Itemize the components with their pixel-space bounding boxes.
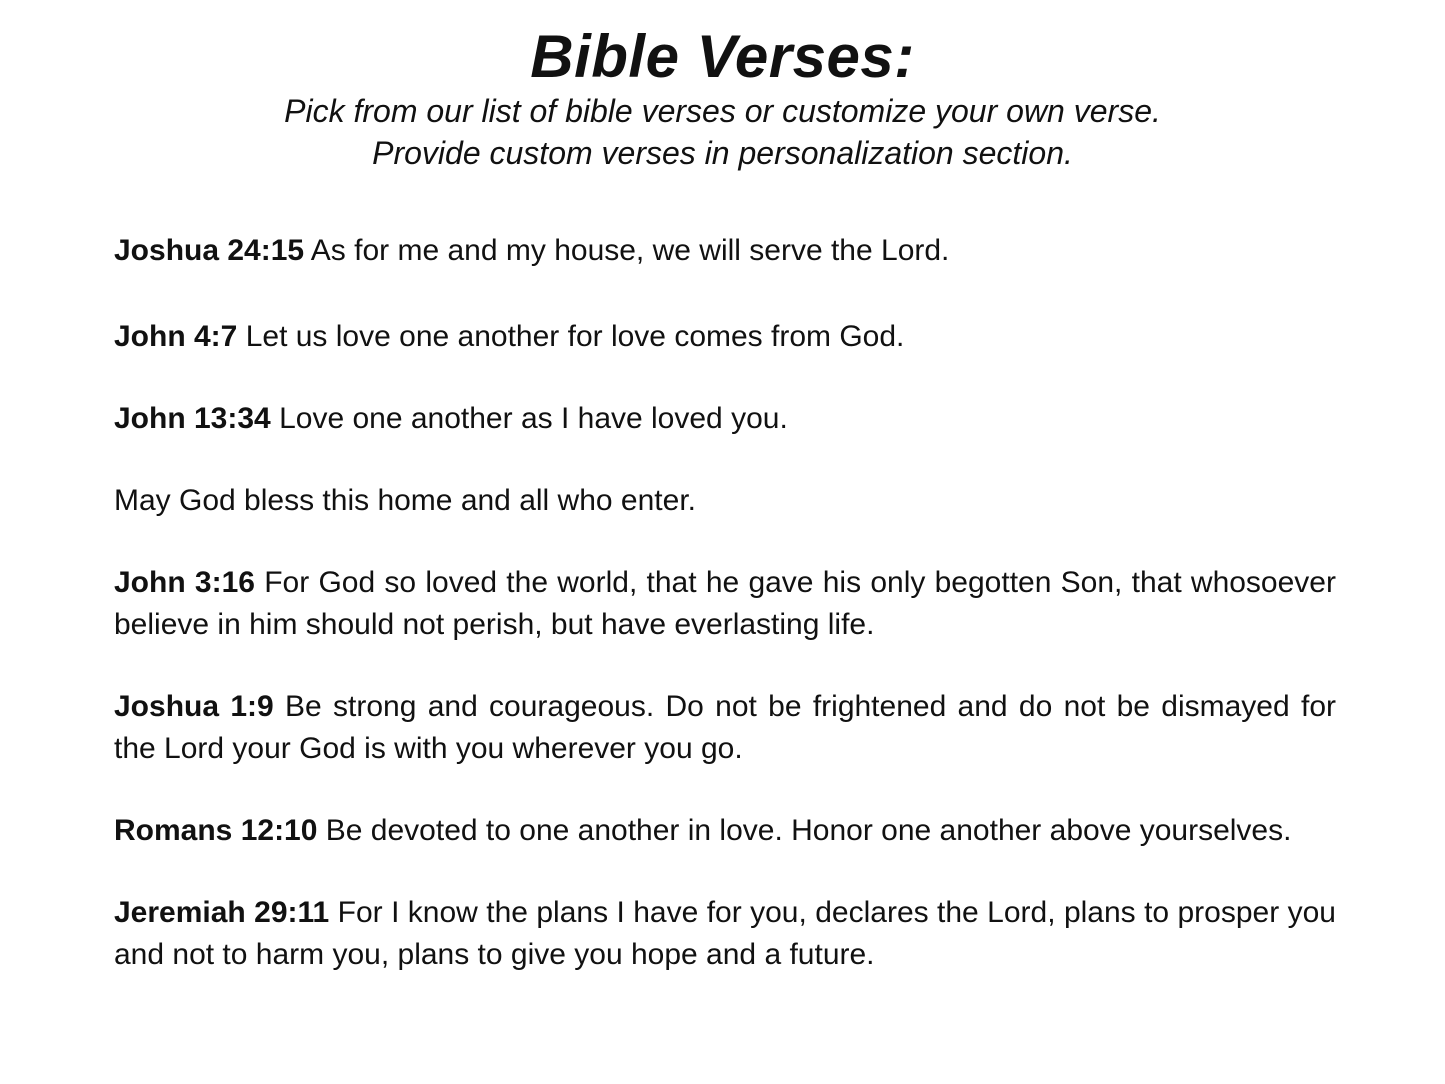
page-header xyxy=(0,24,1445,174)
verse-romans-12-10 xyxy=(114,810,1336,852)
verse-reference: Joshua 24:15 xyxy=(114,234,305,267)
verse-text: May God bless this home and all who enter. xyxy=(114,484,696,517)
verse-text: Be strong and courageous. Do not be frightened and do not be dismayed for the Lord your God is with you wherever you go. xyxy=(114,690,1336,765)
verse-text: For God so loved the world, that he gave his only begotten Son, that whosoever believe in him should not perish, but have everlasting life. xyxy=(114,566,1336,641)
verse-blessing xyxy=(114,480,1336,522)
subtitle-line-2: Provide custom verses in personalization section. xyxy=(372,135,1073,171)
verse-text: Be devoted to one another in love. Honor one another above yourselves. xyxy=(325,814,1292,847)
verse-text: Let us love one another for love comes from God. xyxy=(245,320,905,353)
verse-text: For I know the plans I have for you, declares the Lord, plans to prosper you and not to harm you, plans to give you hope and a future. xyxy=(114,896,1336,971)
verse-jeremiah-29-11 xyxy=(114,892,1336,976)
page-title: Bible Verses: xyxy=(530,23,915,90)
verse-reference: John 4:7 xyxy=(114,320,238,353)
subtitle-line-1: Pick from our list of bible verses or customize your own verse. xyxy=(284,93,1161,129)
verse-list xyxy=(114,230,1336,1016)
verse-reference: Joshua 1:9 xyxy=(114,690,274,723)
verse-reference: Jeremiah 29:11 xyxy=(114,896,330,929)
verse-reference: Romans 12:10 xyxy=(114,814,318,847)
verse-joshua-1-9 xyxy=(114,686,1336,770)
verse-john-3-16 xyxy=(114,562,1336,646)
verse-text: Love one another as I have loved you. xyxy=(279,402,788,435)
verse-joshua-24-15 xyxy=(114,230,1336,272)
verse-text: As for me and my house, we will serve the Lord. xyxy=(310,234,950,267)
verse-reference: John 3:16 xyxy=(114,566,255,599)
verse-john-13-34 xyxy=(114,398,1336,440)
verse-john-4-7 xyxy=(114,316,1336,358)
verse-reference: John 13:34 xyxy=(114,402,271,435)
